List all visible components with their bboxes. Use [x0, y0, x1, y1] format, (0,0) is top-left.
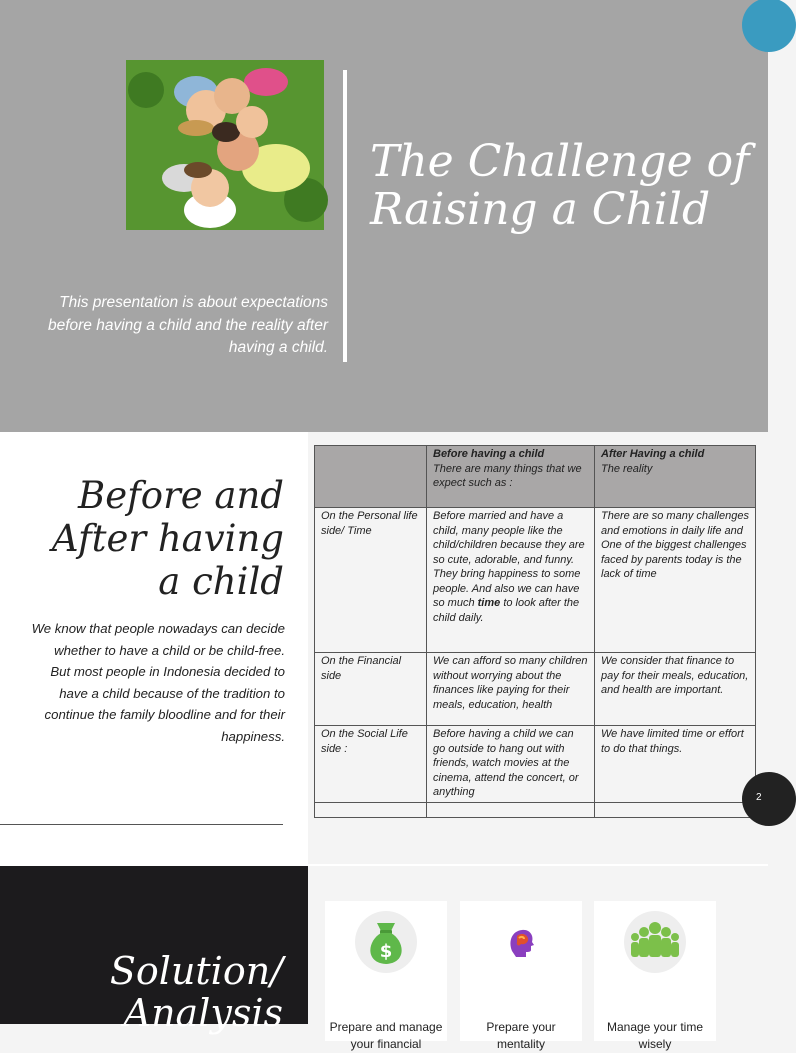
card-label: Prepare and manage your financial — [329, 1020, 443, 1051]
cell-text: to look after the child daily. — [433, 597, 580, 624]
vertical-divider — [343, 70, 347, 362]
card-label: Manage your time wisely — [606, 1020, 704, 1051]
solution-card — [594, 901, 716, 1051]
table-cell: We have limited time or effort to do that things. — [595, 726, 756, 803]
presentation-description: This presentation is about expectations before having a child and the reality after having a child. — [47, 294, 328, 356]
column-header: Before having a child — [433, 448, 545, 460]
table-cell — [595, 802, 756, 817]
before-after-slide — [0, 432, 768, 866]
head-icon — [490, 911, 552, 973]
page-title: The Challenge of Raising a Child — [370, 136, 750, 235]
column-subheader: There are many things that we expect such as : — [433, 462, 582, 489]
table-row — [315, 508, 756, 653]
comparison-table — [314, 445, 756, 818]
accent-dot — [742, 0, 796, 52]
cell-text: Before married and have a child, many people like the child/children because they are so cute, adorable, and funny. They bring happiness to some people. And also we can have so much — [433, 510, 585, 609]
page-number-badge — [742, 772, 796, 826]
table-row — [315, 726, 756, 803]
page-number: 2 — [756, 792, 762, 803]
table-row-empty — [315, 802, 756, 817]
table-cell: We can afford so many children without worrying about the finances like paying for their meals, education, health — [427, 653, 595, 726]
table-cell — [315, 802, 427, 817]
table-cell — [427, 508, 595, 653]
horizontal-divider — [0, 824, 283, 825]
column-header: After Having a child — [601, 448, 705, 460]
children-photo — [126, 60, 324, 230]
solution-slide — [0, 866, 768, 1051]
people-group-icon — [624, 911, 686, 973]
card-label: Prepare your mentality — [486, 1020, 556, 1051]
row-label: On the Social Life side : — [315, 726, 427, 803]
table-cell — [427, 446, 595, 508]
table-cell — [595, 446, 756, 508]
table-cell — [315, 446, 427, 508]
slide-description — [30, 618, 285, 747]
paragraph: We know that people nowadays can decide whether to have a child or be child-free. — [31, 621, 285, 658]
row-label: On the Personal life side/ Time — [315, 508, 427, 653]
table-cell: There are so many challenges and emotions in daily life and One of the biggest challenges faced by parents today is the lack of time — [595, 508, 756, 653]
table-row — [315, 653, 756, 726]
title-slide — [0, 0, 768, 432]
column-subheader: The reality — [601, 462, 653, 475]
solution-card — [325, 901, 447, 1051]
cell-bold-text: time — [477, 597, 501, 609]
money-bag-icon — [355, 911, 417, 973]
table-cell: Before having a child we can go outside to hang out with friends, watch movies at the cinema, attend the concert, or anything — [427, 726, 595, 803]
paragraph: But most people in Indonesia decided to have a child because of the tradition to continue the family bloodline and for their happiness. — [44, 664, 285, 744]
svg-text:$: $ — [379, 941, 393, 962]
slide-title: Solution/ Analysis — [109, 949, 283, 1035]
slide-title: Before and After having a child — [51, 474, 284, 603]
solution-card — [460, 901, 582, 1051]
table-cell — [427, 802, 595, 817]
table-header-row — [315, 446, 756, 508]
table-cell: We consider that finance to pay for their meals, education, and health are important. — [595, 653, 756, 726]
row-label: On the Financial side — [315, 653, 427, 726]
